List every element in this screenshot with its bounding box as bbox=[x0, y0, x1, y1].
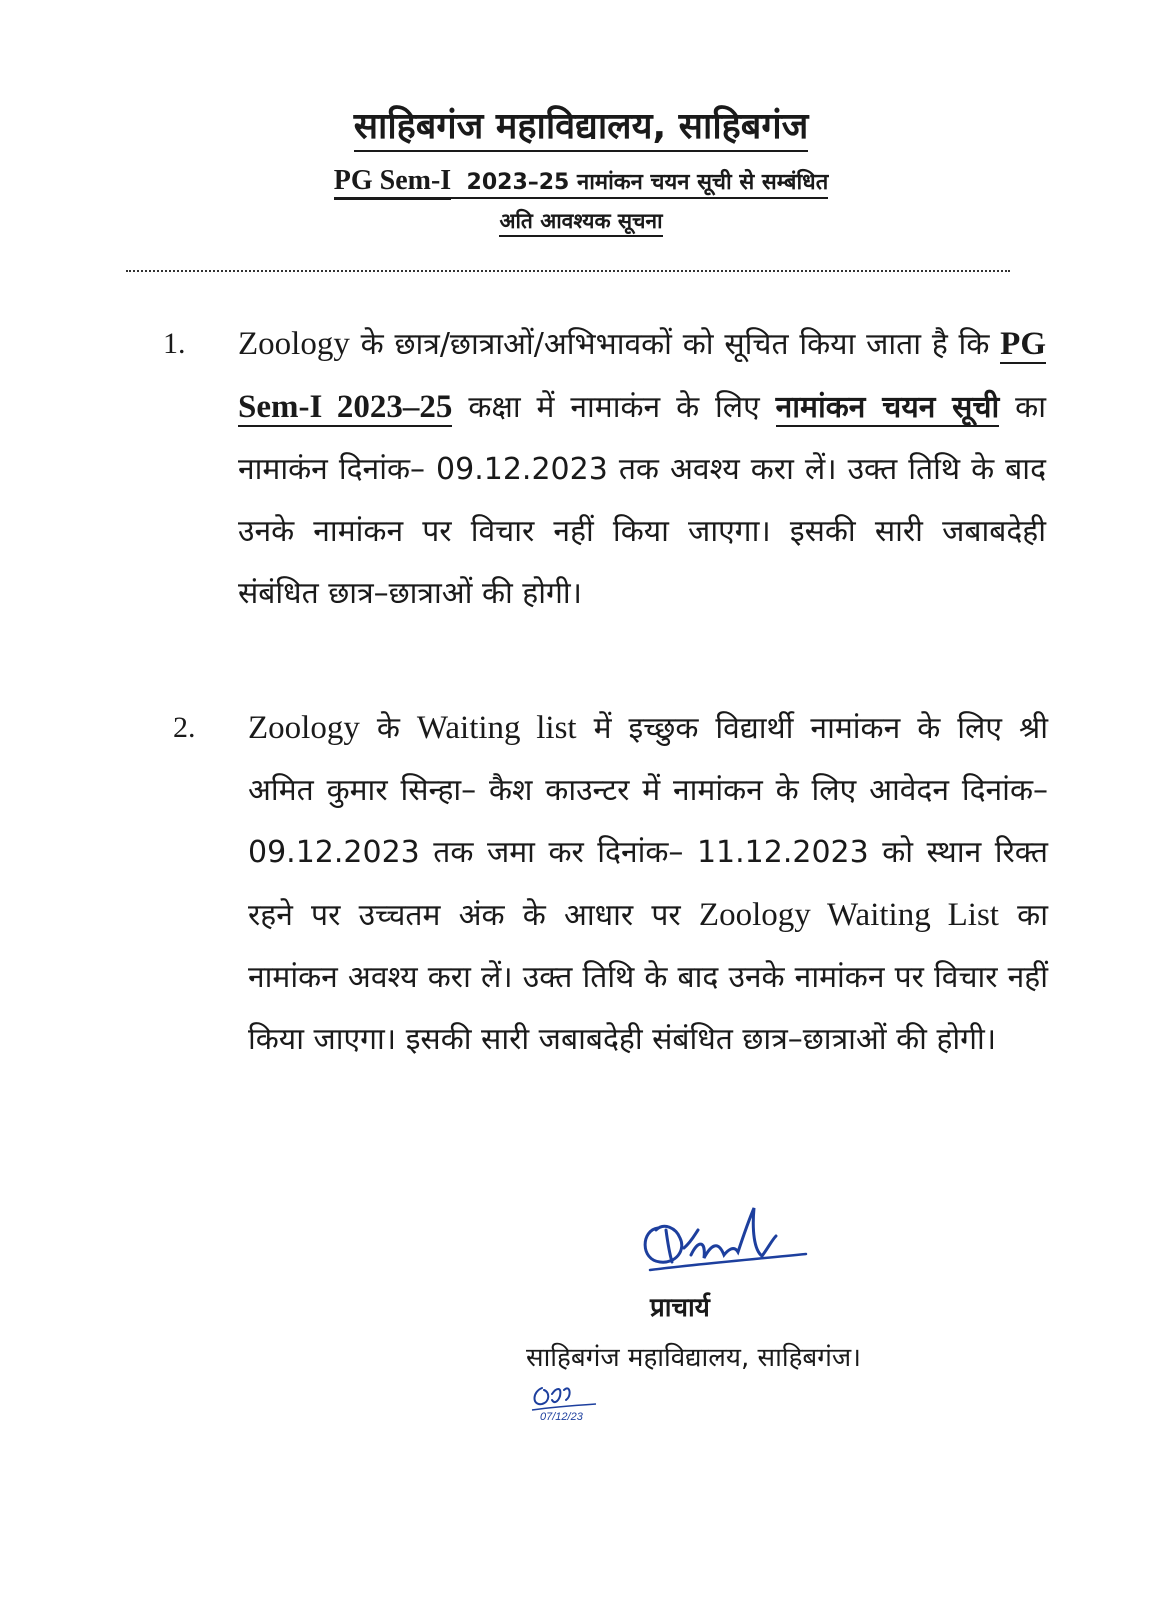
signatory-organization: साहिबगंज महाविद्यालय, साहिबगंज। bbox=[526, 1343, 862, 1373]
item-text-part: के bbox=[359, 711, 417, 746]
item-list-name: नामांकन चयन सूची bbox=[775, 390, 1000, 425]
principal-signature bbox=[636, 1200, 811, 1280]
svg-text:07/12/23: 07/12/23 bbox=[540, 1411, 583, 1423]
dotted-divider bbox=[126, 270, 1010, 272]
institution-title bbox=[0, 100, 1162, 149]
item-waiting: Waiting list bbox=[416, 710, 577, 746]
item-waiting-list: Zoology Waiting List bbox=[698, 897, 999, 933]
item-number: 1. bbox=[163, 327, 186, 360]
notice-label-line bbox=[0, 207, 1162, 235]
item-text-part: के छात्र/छात्राओं/अभिभावकों को सूचित किया जाता है कि bbox=[349, 327, 1001, 362]
item-number: 2. bbox=[173, 711, 196, 744]
subtitle-text: 2023–25 नामांकन चयन सूची से सम्बंधित bbox=[466, 170, 829, 195]
item-text-part: का नामांकन अवश्य करा लें। उक्त तिथि के बाद उनके नामांकन पर विचार नहीं किया जाएगा। इसकी सारी जबाबदेही संबंधित छात्र–छात्राओं की होगी। bbox=[248, 898, 1048, 1057]
item-text bbox=[238, 313, 1046, 625]
subtitle-course: PG Sem-I bbox=[334, 165, 451, 200]
item-text-part: कक्षा में नामाकंन के लिए bbox=[452, 390, 776, 425]
initials-with-date bbox=[526, 1374, 606, 1424]
subtitle-underlined bbox=[333, 165, 829, 199]
item-subject: Zoology bbox=[248, 710, 360, 746]
institution-name: साहिबगंज महाविद्यालय, साहिबगंज bbox=[354, 106, 809, 152]
notice-subtitle bbox=[0, 165, 1162, 197]
item-subject: Zoology bbox=[238, 326, 350, 362]
item-text bbox=[248, 697, 1048, 1071]
notice-item-2 bbox=[173, 697, 1048, 1071]
item-text-part: का नामाकंन दिनांक– 09.12.2023 तक अवश्य करा लें। उक्त तिथि के बाद उनके नामांकन पर विचार नहीं किया जाएगा। इसकी सारी जबाबदेही संबंधित छात्र–छात्राओं की होगी। bbox=[238, 390, 1046, 611]
item-text-part: में इच्छुक विद्यार्थी नामांकन के लिए श्री अमित कुमार सिन्हा– कैश काउन्टर में नामांकन के लिए आवेदन दिनांक– 09.12.2023 तक जमा कर दिनांक– 11.12.2023 को स्थान रिक्त रहने पर उच्चतम अंक के आधार पर bbox=[248, 711, 1048, 933]
notice-item-1 bbox=[163, 313, 1046, 625]
signatory-role: प्राचार्य bbox=[650, 1293, 710, 1323]
notice-label: अति आवश्यक सूचना bbox=[499, 209, 662, 237]
item-course: PG Sem-I 2023–25 bbox=[238, 326, 1046, 425]
